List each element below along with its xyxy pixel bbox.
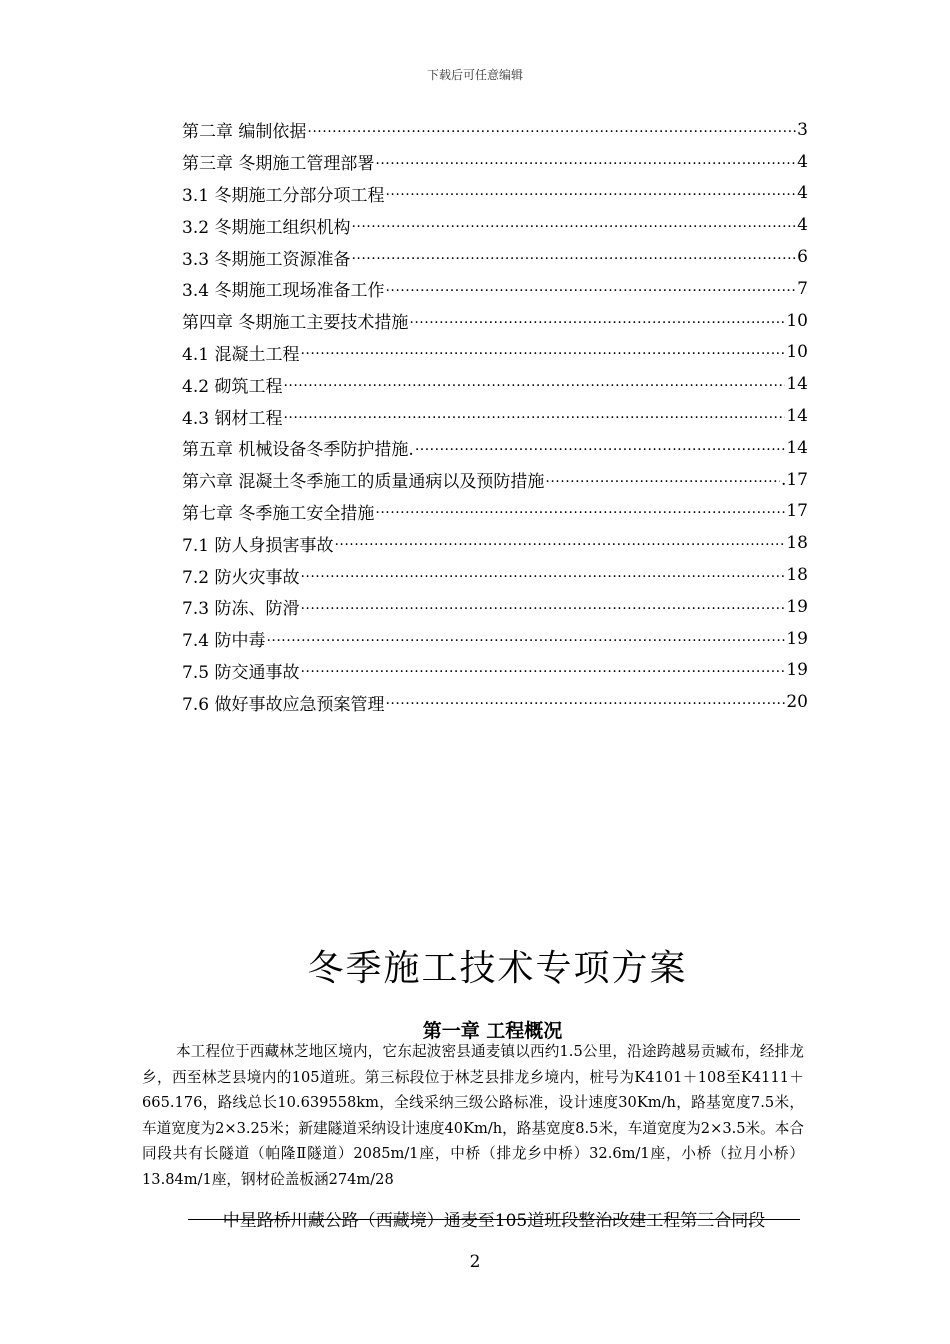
toc-entry[interactable] <box>182 368 808 400</box>
toc-entry[interactable] <box>182 655 808 687</box>
toc-dot-leader <box>283 374 785 394</box>
footer-text: 中星路桥川藏公路（西藏境）通麦至105道班段整治改建工程第三合同段 <box>222 1211 766 1231</box>
toc-entry[interactable] <box>182 209 808 241</box>
toc-entry[interactable] <box>182 623 808 655</box>
toc-entry[interactable] <box>182 146 808 178</box>
toc-entry[interactable] <box>182 496 808 528</box>
table-of-contents <box>182 114 808 718</box>
body-paragraph: 本工程位于西藏林芝地区境内，它东起波密县通麦镇以西约1.5公里，沿途跨越易贡臧布，经排龙乡，西至林芝县境内的105道班。第三标段位于林芝县排龙乡境内，桩号为K4101＋108至K4111＋665.176，路线总长10.639558km，全线采纳三级公路标准，设计速度30Km/h，路基宽度7.5米，车道宽度为2×3.25米；新建隧道采纳设计速度40Km/h，路基宽度8.5米，车道宽度为2×3.5米。本合同段共有长隧道（帕隆Ⅱ隧道）2085m/1座，中桥（排龙乡中桥）32.6m/1座，小桥（拉月小桥）13.84m/1座，钢材砼盖板涵274m/28 <box>142 1043 804 1188</box>
toc-entry-page: 4 <box>797 215 808 236</box>
toc-entry-page: 19 <box>786 596 808 617</box>
document-title: 冬季施工技术专项方案 <box>307 948 688 989</box>
toc-dot-leader <box>385 183 796 203</box>
toc-entry-page: 18 <box>786 565 808 586</box>
toc-entry-page: 3 <box>797 119 808 140</box>
page-number: 2 <box>469 1252 481 1272</box>
toc-dot-leader <box>283 406 785 426</box>
toc-dot-leader <box>375 501 785 521</box>
toc-entry-title: 7.5 防交通事故 <box>182 662 300 683</box>
toc-entry-page: 19 <box>786 628 808 649</box>
toc-dot-leader <box>385 692 785 712</box>
toc-entry-page: 18 <box>786 533 808 554</box>
toc-entry-page: 14 <box>786 406 808 427</box>
toc-entry-page: 4 <box>797 183 808 204</box>
header-watermark: 下载后可任意编辑 <box>426 68 523 82</box>
toc-entry-title: 4.3 钢材工程 <box>182 408 283 429</box>
toc-entry[interactable] <box>182 464 808 496</box>
toc-entry-page: 7 <box>797 278 808 299</box>
toc-dot-leader <box>300 565 785 585</box>
toc-entry-page: 14 <box>786 374 808 395</box>
toc-dot-leader <box>415 438 786 458</box>
toc-entry-title: 第七章 冬季施工安全措施 <box>182 503 375 524</box>
toc-entry-title: 3.3 冬期施工资源准备 <box>182 249 351 270</box>
toc-entry[interactable] <box>182 305 808 337</box>
toc-entry-title: 7.2 防火灾事故 <box>182 567 300 588</box>
toc-dot-leader <box>300 342 785 362</box>
toc-entry[interactable] <box>182 337 808 369</box>
toc-entry-title: 3.2 冬期施工组织机构 <box>182 217 351 238</box>
toc-entry-title: 3.1 冬期施工分部分项工程 <box>182 185 385 206</box>
toc-entry-title: 7.1 防人身损害事故 <box>182 535 334 556</box>
footer-rule <box>188 1219 800 1220</box>
toc-entry[interactable] <box>182 686 808 718</box>
toc-dot-leader <box>334 533 785 553</box>
toc-entry-page: .17 <box>780 469 808 490</box>
toc-entry-title: 第二章 编制依据 <box>182 122 307 143</box>
toc-entry-title: 7.6 做好事故应急预案管理 <box>182 694 385 715</box>
toc-entry[interactable] <box>182 114 808 146</box>
toc-entry[interactable] <box>182 178 808 210</box>
toc-entry-page: 10 <box>786 310 808 331</box>
toc-dot-leader <box>300 660 785 680</box>
toc-entry-title: 7.4 防中毒 <box>182 631 266 652</box>
toc-entry[interactable] <box>182 273 808 305</box>
toc-dot-leader <box>307 120 796 140</box>
toc-entry[interactable] <box>182 559 808 591</box>
toc-dot-leader <box>375 152 796 172</box>
toc-entry[interactable] <box>182 241 808 273</box>
toc-entry-page: 20 <box>786 692 808 713</box>
toc-entry-title: 7.3 防冻、防滑 <box>182 599 300 620</box>
toc-entry-title: 4.2 砌筑工程 <box>182 376 283 397</box>
toc-dot-leader <box>545 470 780 490</box>
toc-entry[interactable] <box>182 400 808 432</box>
toc-entry-title: 4.1 混凝土工程 <box>182 344 300 365</box>
toc-entry-page: 6 <box>797 247 808 268</box>
toc-dot-leader <box>266 629 785 649</box>
toc-dot-leader <box>351 247 796 267</box>
toc-entry-page: 19 <box>786 660 808 681</box>
toc-dot-leader <box>385 279 796 299</box>
toc-dot-leader <box>300 597 785 617</box>
footer-project-name <box>188 1206 800 1240</box>
toc-entry[interactable] <box>182 591 808 623</box>
toc-entry-title: 第六章 混凝土冬季施工的质量通病以及预防措施 <box>182 472 545 493</box>
toc-entry-page: 17 <box>786 501 808 522</box>
toc-entry-title: 第四章 冬期施工主要技术措施 <box>182 313 409 334</box>
toc-entry-title: 第三章 冬期施工管理部署 <box>182 154 375 175</box>
toc-dot-leader <box>409 311 785 331</box>
toc-entry-page: 10 <box>786 342 808 363</box>
toc-entry-title: 第五章 机械设备冬季防护措施. <box>182 440 414 461</box>
toc-entry-title: 3.4 冬期施工现场准备工作 <box>182 281 385 302</box>
toc-entry[interactable] <box>182 527 808 559</box>
toc-entry[interactable] <box>182 432 808 464</box>
toc-entry-page: 4 <box>797 151 808 172</box>
toc-entry-page: 14 <box>786 437 808 458</box>
toc-dot-leader <box>351 215 796 235</box>
chapter-title: 第一章 工程概况 <box>422 1020 563 1042</box>
